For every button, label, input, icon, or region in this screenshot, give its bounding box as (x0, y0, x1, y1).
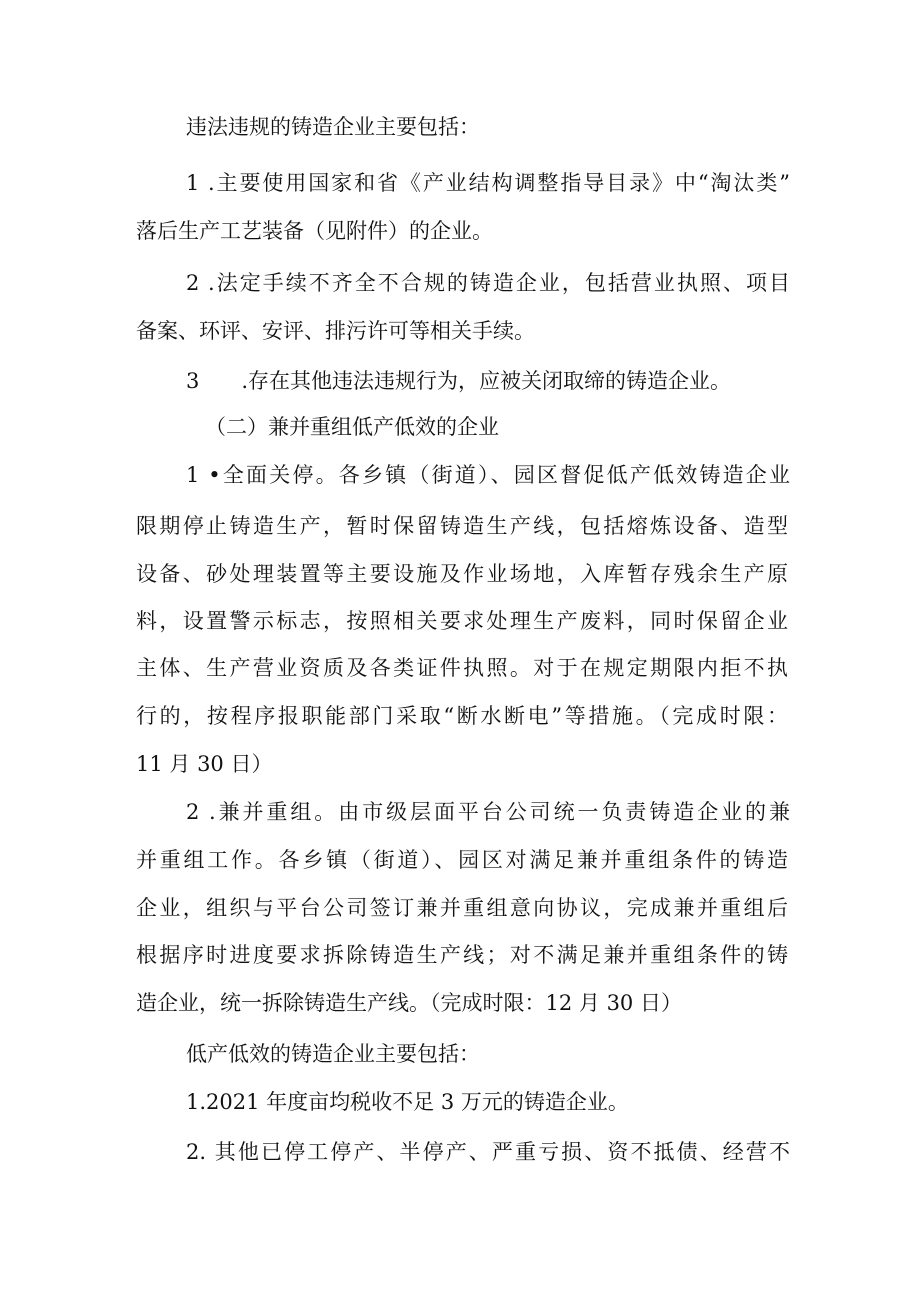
paragraph-line: 备案、环评、安评、排污许可等相关手续。 (136, 319, 535, 343)
section-heading: （二）兼并重组低产低效的企业 (205, 415, 499, 439)
paragraph-line: 料，设置警示标志，按照相关要求处理生产废料，同时保留企业 (136, 609, 788, 633)
paragraph-line: 11 月 30 日） (136, 752, 273, 776)
paragraph-line: 造企业，统一拆除铸造生产线。（完成时限：12 月 30 日） (136, 991, 682, 1015)
paragraph-line: 设备、砂处理装置等主要设施及作业场地，入库暂存残余生产原 (136, 562, 788, 586)
paragraph-line: 并重组工作。各乡镇（街道）、园区对满足兼并重组条件的铸造 (136, 848, 788, 872)
paragraph-line: 行的，按程序报职能部门采取“断水断电”等措施。（完成时限： (136, 704, 788, 728)
paragraph-line: 低产低效的铸造企业主要包括： (186, 1042, 480, 1066)
paragraph-line: 1 •全面关停。各乡镇（街道）、园区督促低产低效铸造企业 (186, 463, 790, 487)
paragraph-line: 根据序时进度要求拆除铸造生产线；对不满足兼并重组条件的铸 (136, 943, 788, 967)
paragraph-line: 3 .存在其他违法违规行为，应被关闭取缔的铸造企业。 (186, 369, 732, 393)
paragraph-line: 主体、生产营业资质及各类证件执照。对于在规定期限内拒不执 (136, 656, 788, 680)
paragraph-line: 落后生产工艺装备（见附件）的企业。 (136, 219, 493, 243)
paragraph-line: 2 .法定手续不齐全不合规的铸造企业，包括营业执照、项目 (186, 271, 790, 295)
paragraph-line: 企业，组织与平台公司签订兼并重组意向协议，完成兼并重组后 (136, 896, 788, 920)
paragraph-line: 2 .兼并重组。由市级层面平台公司统一负责铸造企业的兼 (186, 800, 790, 824)
paragraph-line: 1 .主要使用国家和省《产业结构调整指导目录》中“淘汰类” (186, 171, 790, 195)
paragraph-line: 违法违规的铸造企业主要包括： (186, 115, 480, 139)
paragraph-line: 2. 其他已停工停产、半停产、严重亏损、资不抵债、经营不 (186, 1140, 790, 1164)
paragraph-line: 限期停止铸造生产，暂时保留铸造生产线，包括熔炼设备、造型 (136, 514, 788, 538)
paragraph-line: 1.2021 年度亩均税收不足 3 万元的铸造企业。 (186, 1090, 629, 1114)
